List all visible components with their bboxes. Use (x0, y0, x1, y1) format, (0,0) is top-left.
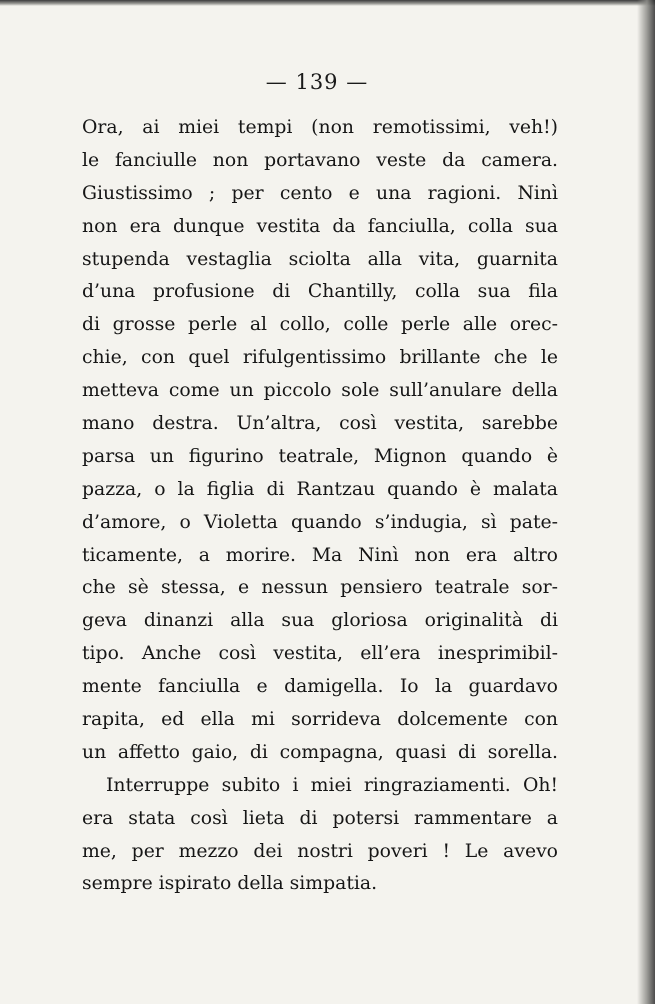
text-line: Giustissimo ; per cento e una ragioni. Ninì (82, 182, 558, 204)
paragraph-1 (82, 112, 558, 770)
text-line: Ora, ai miei tempi (non remotissimi, veh!) (82, 117, 558, 138)
page-binding-shadow (637, 0, 655, 1004)
body-text (82, 112, 558, 901)
text-line: d’amore, o Violetta quando s’indugia, sì pate- (82, 511, 558, 533)
text-line: pazza, o la figlia di Rantzau quando è malata (82, 478, 558, 500)
text-line: d’una profusione di Chantilly, colla sua fila (82, 281, 558, 303)
text-line: parsa un figurino teatrale, Mignon quando è (82, 445, 558, 467)
text-line: un affetto gaio, di compagna, quasi di sorella. (82, 741, 558, 763)
text-line: metteva come un piccolo sole sull’anulare della (82, 380, 558, 402)
paragraph-2 (82, 770, 558, 902)
text-line: tipo. Anche così vestita, ell’era inesprimibil- (82, 643, 558, 665)
text-line: di grosse perle al collo, colle perle alle orec- (82, 314, 558, 336)
text-line: le fanciulle non portavano veste da camera. (82, 149, 558, 171)
text-line: chie, con quel rifulgentissimo brillante che le (82, 347, 558, 369)
text-line: che sè stessa, e nessun pensiero teatrale sor- (82, 577, 558, 599)
text-line: mente fanciulla e damigella. Io la guardavo (82, 676, 558, 698)
page-top-edge (0, 0, 655, 6)
text-line: stupenda vestaglia sciolta alla vita, guarnita (82, 248, 558, 270)
text-line: rapita, ed ella mi sorrideva dolcemente con (82, 709, 558, 731)
text-line: mano destra. Un’altra, così vestita, sarebbe (82, 413, 558, 435)
page-number: — 139 — (265, 70, 369, 94)
text-line: ticamente, a morire. Ma Ninì non era altro (82, 544, 558, 566)
text-line: non era dunque vestita da fanciulla, colla sua (82, 215, 558, 237)
text-line: Interruppe subito i miei ringraziamenti. Oh! (106, 774, 558, 796)
text-line: era stata così lieta di potersi rammentare a (82, 807, 558, 829)
text-line: geva dinanzi alla sua gloriosa originalità di (82, 610, 558, 632)
text-line: me, per mezzo dei nostri poveri ! Le avevo (82, 840, 558, 862)
text-line: sempre ispirato della simpatia. (82, 873, 378, 895)
